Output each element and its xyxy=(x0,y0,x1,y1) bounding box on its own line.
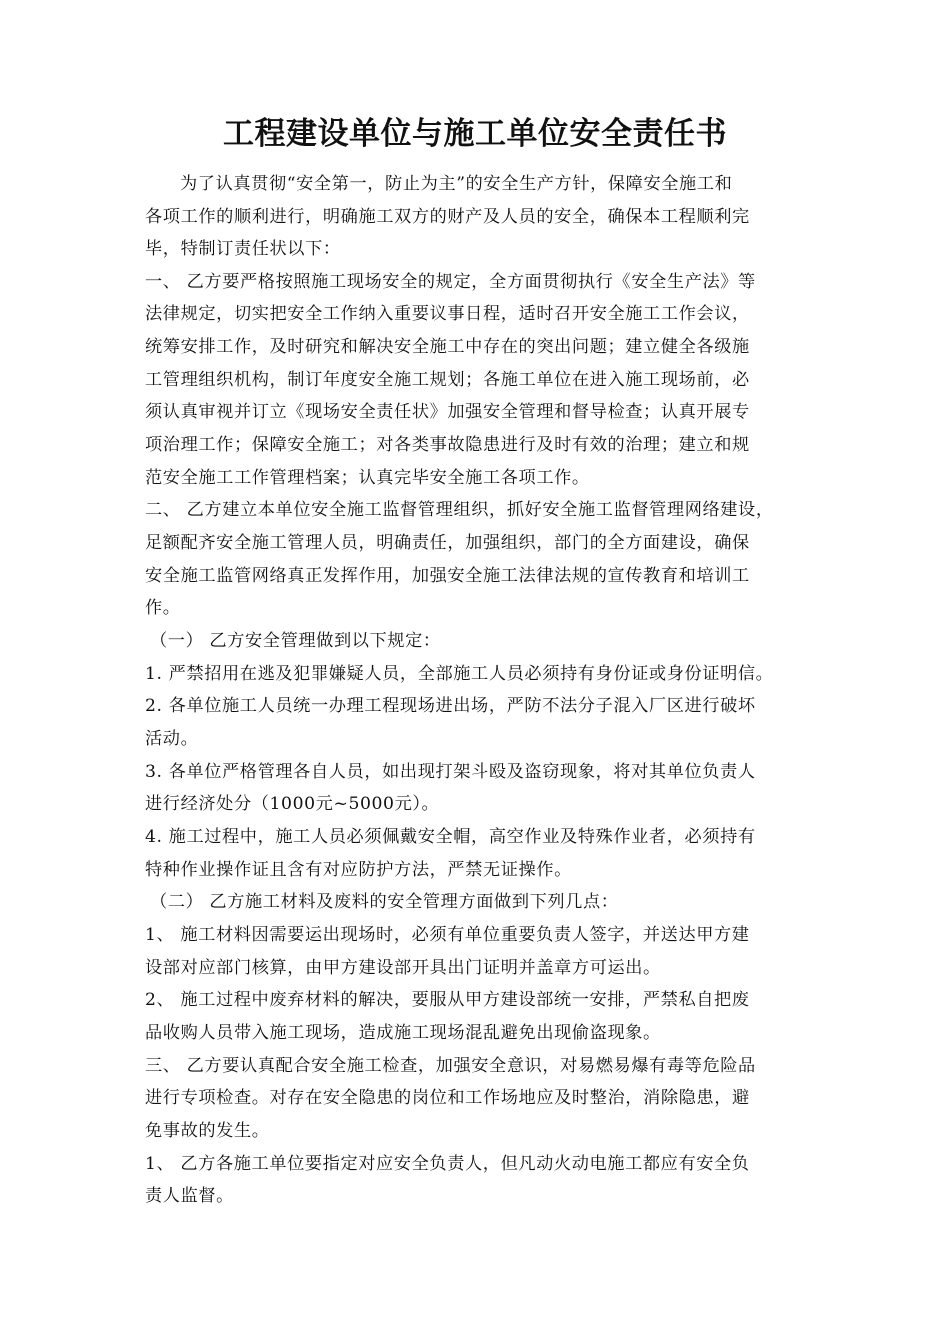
paragraph-line: 活动。 xyxy=(145,729,199,749)
paragraph-line: 范安全施工工作管理档案；认真完毕安全施工各项工作。 xyxy=(145,468,590,488)
paragraph-line: 进行专项检查。对存在安全隐患的岗位和工作场地应及时整治，消除隐患，避 xyxy=(145,1088,750,1108)
paragraph-line: 免事故的发生。 xyxy=(145,1121,270,1141)
paragraph-line: 作。 xyxy=(145,598,181,618)
paragraph-line: 统筹安排工作，及时研究和解决安全施工中存在的突出问题；建立健全各级施 xyxy=(145,337,750,357)
paragraph-line: 二、 乙方建立本单位安全施工监督管理组织，抓好安全施工监督管理网络建设， xyxy=(145,500,774,520)
paragraph-line: 各项工作的顺利进行，明确施工双方的财产及人员的安全，确保本工程顺利完 xyxy=(145,207,750,227)
list-item: 1. 严禁招用在逃及犯罪嫌疑人员，全部施工人员必须持有身份证或身份证明信。 xyxy=(145,664,774,684)
paragraph-line: 一、 乙方要严格按照施工现场安全的规定，全方面贯彻执行《安全生产法》等 xyxy=(145,272,756,292)
section-heading: （二） 乙方施工材料及废料的安全管理方面做到下列几点： xyxy=(150,892,619,912)
paragraph-line: 足额配齐安全施工管理人员，明确责任，加强组织，部门的全方面建设，确保 xyxy=(145,533,750,553)
paragraph-line: 特种作业操作证且含有对应防护方法，严禁无证操作。 xyxy=(145,860,572,880)
paragraph-line: 须认真审视并订立《现场安全责任状》加强安全管理和督导检查；认真开展专 xyxy=(145,402,750,422)
paragraph-line: 安全施工监管网络真正发挥作用，加强安全施工法律法规的宣传教育和培训工 xyxy=(145,566,750,586)
paragraph-line: 进行经济处分（1000元~5000元）。 xyxy=(145,794,440,814)
list-item: 4. 施工过程中，施工人员必须佩戴安全帽，高空作业及特殊作业者，必须持有 xyxy=(145,827,756,847)
list-item: 3. 各单位严格管理各自人员，如出现打架斗殴及盗窃现象，将对其单位负责人 xyxy=(145,762,756,782)
paragraph-line: 设部对应部门核算，由甲方建设部开具出门证明并盖章方可运出。 xyxy=(145,958,661,978)
paragraph-line: 品收购人员带入施工现场，造成施工现场混乱避免出现偷盗现象。 xyxy=(145,1023,661,1043)
paragraph-line: 毕，特制订责任状以下： xyxy=(145,239,341,259)
paragraph-line: 三、 乙方要认真配合安全施工检查，加强安全意识，对易燃易爆有毒等危险品 xyxy=(145,1056,756,1076)
paragraph-line: 责人监督。 xyxy=(145,1186,234,1206)
list-item: 1、 乙方各施工单位要指定对应安全负责人，但凡动火动电施工都应有安全负 xyxy=(145,1154,750,1174)
list-item: 1、 施工材料因需要运出现场时，必须有单位重要负责人签字，并送达甲方建 xyxy=(145,925,750,945)
section-heading: （一） 乙方安全管理做到以下规定： xyxy=(150,631,441,651)
paragraph-line: 项治理工作；保障安全施工；对各类事故隐患进行及时有效的治理；建立和规 xyxy=(145,435,750,455)
document-title: 工程建设单位与施工单位安全责任书 xyxy=(223,116,727,152)
paragraph-line: 工管理组织机构，制订年度安全施工规划；各施工单位在进入施工现场前，必 xyxy=(145,370,750,390)
paragraph-line: 法律规定，切实把安全工作纳入重要议事日程，适时召开安全施工工作会议， xyxy=(145,304,750,324)
paragraph-line: 为了认真贯彻“安全第一，防止为主”的安全生产方针，保障安全施工和 xyxy=(180,174,733,194)
list-item: 2. 各单位施工人员统一办理工程现场进出场，严防不法分子混入厂区进行破坏 xyxy=(145,696,756,716)
list-item: 2、 施工过程中废弃材料的解决，要服从甲方建设部统一安排，严禁私自把废 xyxy=(145,990,750,1010)
